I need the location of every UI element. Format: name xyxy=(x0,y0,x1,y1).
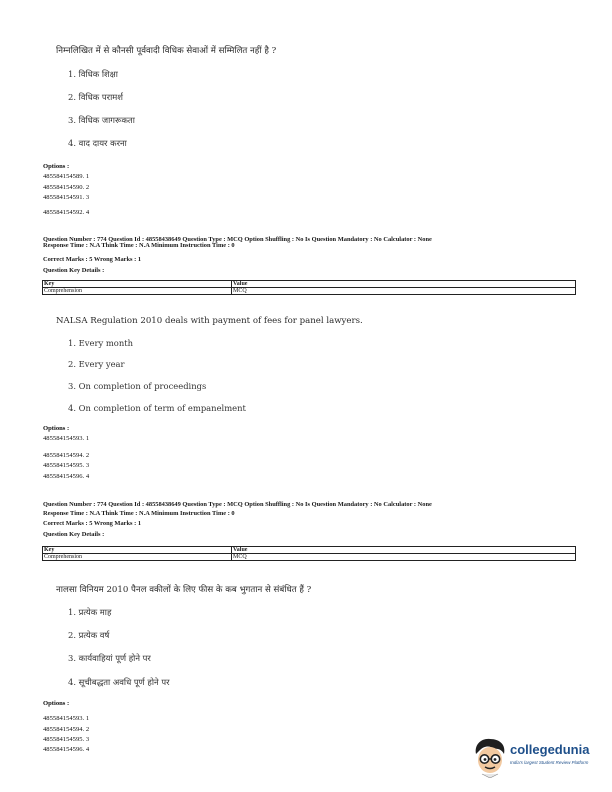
question-meta-line-2: Response Time : N.A Think Time : N.A Minimum Instruction Time : 0 xyxy=(43,510,235,517)
option-3-2: 2. प्रत्येक वर्ष xyxy=(68,630,110,640)
marks-line-2: Correct Marks : 5 Wrong Marks : 1 xyxy=(43,520,142,527)
options-label-1: Options : xyxy=(43,163,70,170)
option-2-1: 1. Every month xyxy=(68,338,133,348)
option-id-2-3: 485584154595. 3 xyxy=(43,462,90,469)
question-meta-line-1: Question Number : 774 Question Id : 48558438649 Question Type : MCQ Option Shuffling : No Is Question Mandatory : No Calculator : None xyxy=(43,236,432,243)
logo-name: collegedunia xyxy=(510,742,590,757)
key-details-label-2: Question Key Details : xyxy=(43,531,105,538)
option-1-4: 4. वाद दायर करना xyxy=(68,138,127,148)
table-cell-key: Comprehension xyxy=(43,554,232,561)
table-cell-value: MCQ xyxy=(232,554,576,561)
option-id-1-3: 485584154591. 3 xyxy=(43,194,90,201)
option-3-4: 4. सूचीबद्धता अवधि पूर्ण होने पर xyxy=(68,677,170,687)
options-label-3: Options : xyxy=(43,700,70,707)
key-details-label-1: Question Key Details : xyxy=(43,267,105,274)
option-id-1-2: 485584154590. 2 xyxy=(43,184,90,191)
table-header-key: Key xyxy=(43,281,232,288)
key-details-table-1 xyxy=(42,280,576,295)
option-2-2: 2. Every year xyxy=(68,359,125,369)
option-1-1: 1. विधिक शिक्षा xyxy=(68,69,118,79)
table-cell-value: MCQ xyxy=(232,288,576,295)
table-cell-key: Comprehension xyxy=(43,288,232,295)
option-id-3-3: 485584154595. 3 xyxy=(43,736,90,743)
option-id-1-1: 485584154589. 1 xyxy=(43,173,90,180)
option-2-3: 3. On completion of proceedings xyxy=(68,381,207,391)
mascot-icon xyxy=(470,736,510,778)
option-3-1: 1. प्रत्येक माह xyxy=(68,607,112,617)
table-header-value: Value xyxy=(232,547,576,554)
question-text-3: नालसा विनियम 2010 पैनल वकीलों के लिए फीस के कब भुगतान से संबंधित हैं ? xyxy=(56,585,312,595)
option-id-2-2: 485584154594. 2 xyxy=(43,452,90,459)
question-meta-line-1: Question Number : 774 Question Id : 48558438649 Question Type : MCQ Option Shuffling : No Is Question Mandatory : No Calculator : None xyxy=(43,501,432,508)
option-id-3-4: 485584154596. 4 xyxy=(43,746,90,753)
key-details-table-2 xyxy=(42,546,576,561)
option-id-2-1: 485584154593. 1 xyxy=(43,435,90,442)
option-1-2: 2. विधिक परामर्श xyxy=(68,92,123,102)
logo-tagline: India's largest Student Review Platform xyxy=(510,760,589,765)
question-text-2: NALSA Regulation 2010 deals with payment of fees for panel lawyers. xyxy=(56,316,363,326)
option-1-3: 3. विधिक जागरूकता xyxy=(68,115,135,125)
collegedunia-logo xyxy=(470,736,600,780)
question-text-1: निम्नलिखित में से कौनसी पूर्ववादी विधिक सेवाओं में सम्मिलित नहीं है ? xyxy=(56,46,277,56)
options-label-2: Options : xyxy=(43,425,70,432)
option-id-1-4: 485584154592. 4 xyxy=(43,209,90,216)
option-2-4: 4. On completion of term of empanelment xyxy=(68,403,246,413)
table-header-key: Key xyxy=(43,547,232,554)
option-id-3-1: 485584154593. 1 xyxy=(43,715,90,722)
option-3-3: 3. कार्यवाहियां पूर्ण होने पर xyxy=(68,653,151,663)
option-id-2-4: 485584154596. 4 xyxy=(43,473,90,480)
marks-line-1: Correct Marks : 5 Wrong Marks : 1 xyxy=(43,256,142,263)
table-header-value: Value xyxy=(232,281,576,288)
option-id-3-2: 485584154594. 2 xyxy=(43,726,90,733)
question-meta-line-2: Response Time : N.A Think Time : N.A Minimum Instruction Time : 0 xyxy=(43,242,235,249)
